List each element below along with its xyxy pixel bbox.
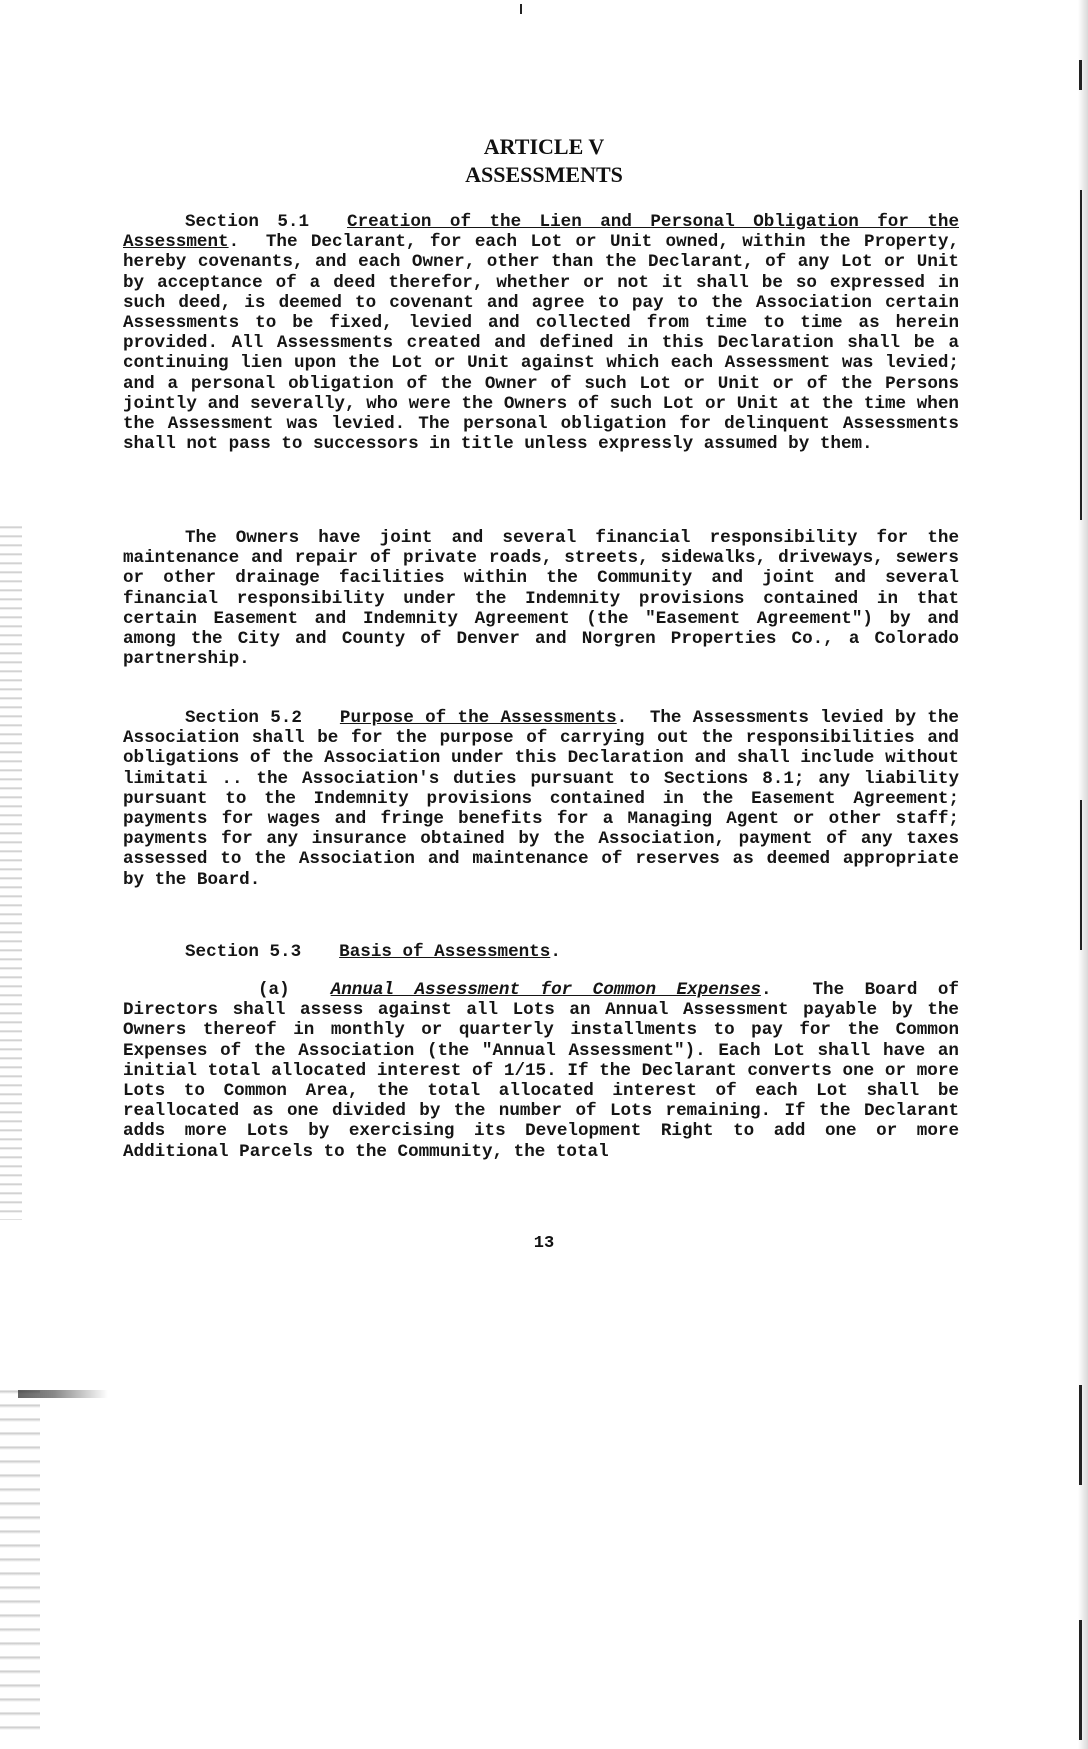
scan-edge-artifact xyxy=(1079,1385,1082,1485)
section-body: The Declarant, for each Lot or Unit owned, within the Property, hereby covenants, and each Owner, other than the Declarant, of any Lot or Unit by acceptance of a deed therefor, whether or not it shall be so expressed in such deed, is deemed to covenant and agree to pay to the Association certain Assessments to be fixed, levied and collected from time to time as herein provided. All Assessments created and defined in this Declaration shall be a continuing lien upon the Lot or Unit against which each Assessment was levied; and a personal obligation of the Owner of such Lot or Unit or of the Persons jointly and severally, who were the Owners of such Lot or Unit at the time when the Assessment was levied. The personal obligation for delinquent Assessments shall not pass to successors in title unless expressly assumed by them. xyxy=(123,232,959,455)
scan-edge-artifact xyxy=(0,1380,40,1740)
section-5-2-paragraph: Section 5.2 Purpose of the Assessments. The Assessments levied by the Association shall be for the purpose of carrying out the responsibilities and obligations of the Association under this Declaration and shall include without limitati .. the Association's duties pursuant to Sections 8.1; any liability pursuant to the Indemnity provisions contained in the Easement Agreement; payments for wages and fringe benefits for a Managing Agent or other staff; payments for any insurance obtained by the Association, payment of any taxes assessed to the Association and maintenance of reserves as deemed appropriate by the Board. xyxy=(123,708,959,890)
subsection-label: (a) xyxy=(258,980,290,1000)
subsection-heading: Annual Assessment for Common Expenses xyxy=(330,980,761,1000)
owners-paragraph xyxy=(123,528,959,669)
section-5-1-paragraph: Section 5.1 Creation of the Lien and Personal Obligation for the Assessment. The Declarant, for each Lot or Unit owned, within the Property, hereby covenants, and each Owner, other than the Declarant, of any Lot or Unit by acceptance of a deed therefor, whether or not it shall be so expressed in such deed, is deemed to covenant and agree to pay to the Association certain Assessments to be fixed, levied and collected from time to time as herein provided. All Assessments created and defined in this Declaration shall be a continuing lien upon the Lot or Unit against which each Assessment was levied; and a personal obligation of the Owner of such Lot or Unit or of the Persons jointly and severally, who were the Owners of such Lot or Unit at the time when the Assessment was levied. The personal obligation for delinquent Assessments shall not pass to successors in title unless expressly assumed by them. xyxy=(123,212,960,455)
scan-edge-artifact xyxy=(1080,190,1082,520)
subsection-a-paragraph: (a) Annual Assessment for Common Expenses. The Board of Directors shall assess against all Lots an Annual Assessment payable by the Owners thereof in monthly or quarterly installments to pay for the Common Expenses of the Association (the "Annual Assessment"). Each Lot shall have an initial total allocated interest of 1/15. If the Declarant converts one or more Lots to Common Area, the total allocated interest of each Lot shall be reallocated as one divided by the number of Lots remaining. If the Declarant adds more Lots by exercising its Development Right to add one or more Additional Parcels to the Community, the total xyxy=(123,980,959,1162)
section-heading: Purpose of the Assessments xyxy=(339,708,617,728)
scan-edge-artifact xyxy=(0,520,22,1220)
section-5-3-paragraph: Section 5.3 Basis of Assessments. xyxy=(185,942,561,962)
section-body: The Assessments levied by the Association shall be for the purpose of carrying out the responsibilities and obligations of the Association under this Declaration and shall include without limitati .. the Association's duties pursuant to Sections 8.1; any liability pursuant to the Indemnity provisions contained in the Easement Agreement; payments for wages and fringe benefits for a Managing Agent or other staff; payments for any insurance obtained by the Association, payment of any taxes assessed to the Association and maintenance of reserves as deemed appropriate by the Board. xyxy=(123,708,959,890)
article-title: ASSESSMENTS xyxy=(465,162,623,187)
subsection-body: The Board of Directors shall assess against all Lots an Annual Assessment payable by the Owners thereof in monthly or quarterly installments to pay for the Common Expenses of the Association (the "Annual Assessment"). Each Lot shall have an initial total allocated interest of 1/15. If the Declarant converts one or more Lots to Common Area, the total allocated interest of each Lot shall be reallocated as one divided by the number of Lots remaining. If the Declarant adds more Lots by exercising its Development Right to add one or more Additional Parcels to the Community, the total xyxy=(123,980,959,1162)
section-label: Section 5.2 xyxy=(185,708,302,728)
page-number: 13 xyxy=(533,1234,555,1253)
scan-edge-artifact xyxy=(1079,1620,1082,1740)
section-heading: Creation of the Lien and Personal Obligation for the Assessment xyxy=(123,212,960,253)
section-heading: Basis of Assessments xyxy=(339,942,551,962)
scan-edge-artifact xyxy=(1079,60,1082,90)
paragraph-body: The Owners have joint and several financial responsibility for the maintenance and repair of private roads, streets, sidewalks, driveways, sewers or other drainage facilities within the Community and joint and several financial responsibility under the Indemnity provisions contained in that certain Easement and Indemnity Agreement (the "Easement Agreement") by and among the City and County of Denver and Norgren Properties Co., a Colorado partnership. xyxy=(123,528,959,670)
scan-mark xyxy=(520,4,522,14)
section-label: Section 5.3 xyxy=(185,942,302,962)
section-label: Section 5.1 xyxy=(185,212,310,232)
scan-smear xyxy=(18,1390,108,1398)
scan-edge-artifact xyxy=(1080,800,1082,950)
article-heading: ARTICLE V xyxy=(483,134,605,159)
